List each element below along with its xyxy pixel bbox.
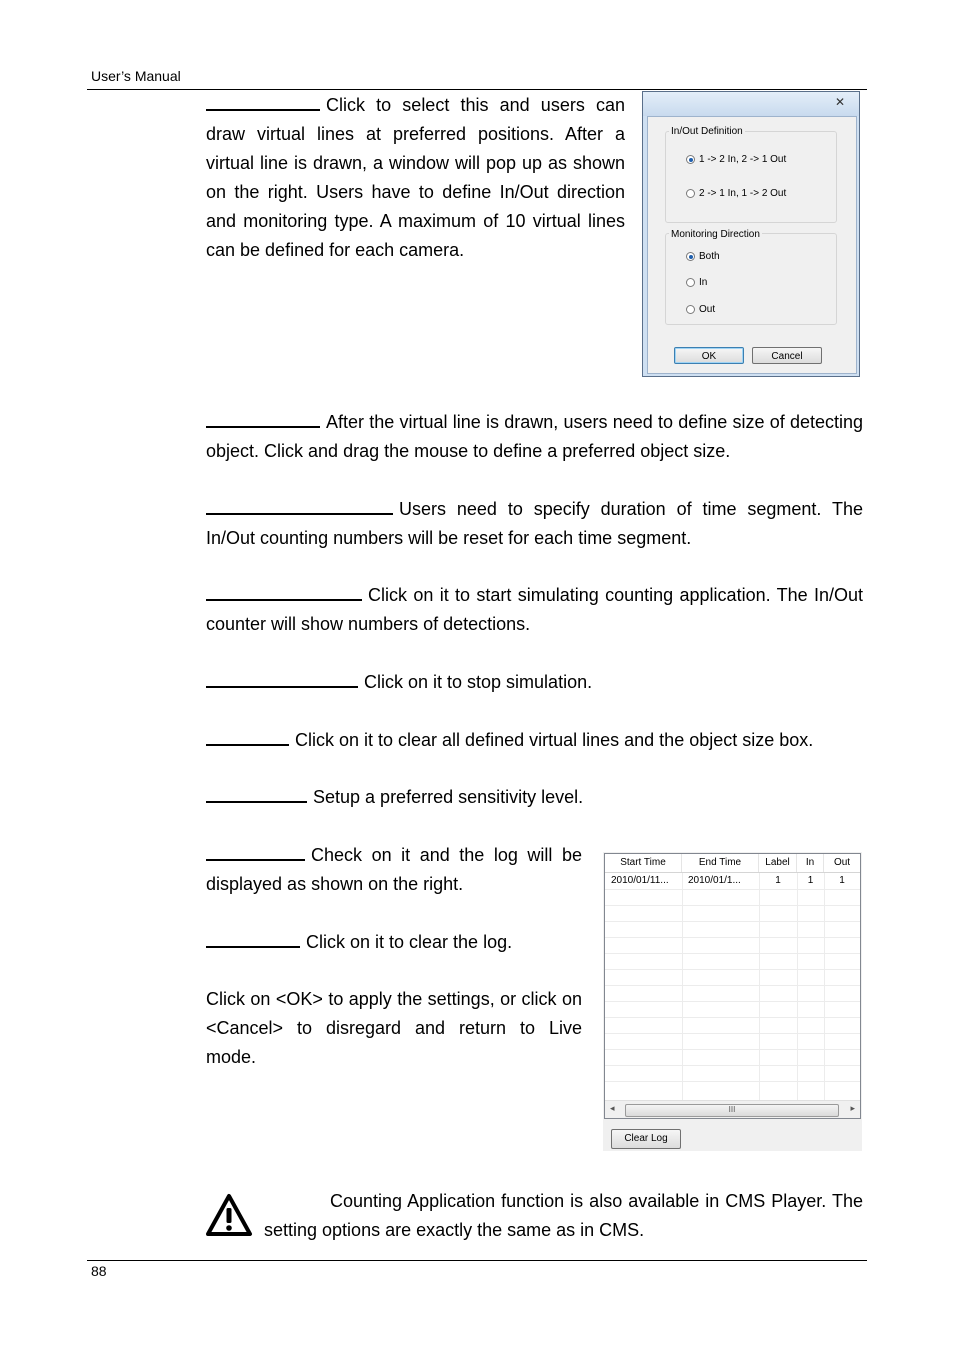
radio-label: In <box>699 277 708 288</box>
scroll-left-icon[interactable]: ◂ <box>610 1103 615 1113</box>
clear-log-button[interactable]: Clear Log <box>611 1129 681 1149</box>
inout-group <box>665 131 837 223</box>
radio-selected-icon <box>686 155 695 164</box>
term-blank <box>206 668 358 688</box>
close-icon[interactable]: ✕ <box>834 95 845 109</box>
radio-label: 1 -> 2 In, 2 -> 1 Out <box>699 154 787 165</box>
para-ok-cancel: Click on <OK> to apply the settings, or click on <Cancel> to disregard and return to Live mode. <box>206 989 582 1067</box>
cell-label: 1 <box>775 875 781 886</box>
table-header <box>605 854 860 873</box>
term-blank <box>206 581 362 601</box>
grid-line <box>605 1001 860 1002</box>
cell-start-time: 2010/01/11... <box>611 875 669 886</box>
para-stop-sim <box>206 668 863 697</box>
radio-label: 2 -> 1 In, 1 -> 2 Out <box>699 188 787 199</box>
header-title: User’s Manual <box>91 68 181 84</box>
grid-line <box>605 1017 860 1018</box>
cancel-button[interactable]: Cancel <box>752 347 822 364</box>
term-blank <box>206 841 305 861</box>
term-blank <box>206 928 300 948</box>
grid-line <box>605 905 860 906</box>
footer-rule <box>87 1260 867 1261</box>
dialog-body <box>647 116 857 374</box>
note-text: Counting Application function is also available in CMS Player. The setting options are exactly the same as in CMS. <box>264 1191 863 1240</box>
inout-dialog <box>642 91 860 377</box>
grid-line <box>605 1033 860 1034</box>
para-text: Click to select this and users can draw virtual lines at preferred positions. After a virtual line is drawn, a window will pop up as shown on the right. Users have to define In/Out direction and monitoring type. A maximum of 10 virtual lines can be defined for each camera. <box>206 95 625 260</box>
para-virtual-line <box>206 91 625 265</box>
column-header[interactable]: In <box>797 854 824 872</box>
para-text: Setup a preferred sensitivity level. <box>313 787 584 807</box>
column-header[interactable]: End Time <box>682 854 759 872</box>
grid-line <box>605 921 860 922</box>
radio-out[interactable] <box>686 304 715 315</box>
para-text: Click on it to clear the log. <box>306 932 513 952</box>
para-text: Users need to specify duration of time segment. The In/Out counting numbers will be reset for each time segment. <box>206 499 863 548</box>
scroll-thumb[interactable]: III <box>625 1104 839 1117</box>
radio-icon <box>686 189 695 198</box>
grid-line <box>605 1081 860 1082</box>
radio-selected-icon <box>686 252 695 261</box>
warning-icon <box>205 1193 253 1238</box>
horizontal-scrollbar[interactable] <box>605 1100 860 1118</box>
inout-group-label: In/Out Definition <box>671 126 743 137</box>
para-text: Check on it and the log will be displayed as shown on the right. <box>206 845 582 894</box>
para-log <box>206 841 582 899</box>
radio-label: Out <box>699 304 716 315</box>
term-blank <box>206 495 393 515</box>
grid-line <box>605 889 860 890</box>
column-header[interactable]: Label <box>759 854 797 872</box>
dialog-titlebar <box>643 92 859 116</box>
para-clear <box>206 726 863 755</box>
para-text: After the virtual line is drawn, users need to define size of detecting object. Click and drag the mouse to define a preferred object size. <box>206 412 863 461</box>
para-text: Click on it to stop simulation. <box>364 672 593 692</box>
grid-line <box>605 985 860 986</box>
term-blank <box>206 783 307 803</box>
radio-icon <box>686 278 695 287</box>
page-number: 88 <box>91 1263 107 1279</box>
radio-both[interactable] <box>686 251 720 262</box>
log-panel <box>603 852 862 1151</box>
radio-inout-1[interactable] <box>686 154 786 165</box>
para-clear-log <box>206 928 582 957</box>
para-start-sim <box>206 581 863 639</box>
para-sensitivity <box>206 783 863 812</box>
para-text: Click on it to clear all defined virtual lines and the object size box. <box>295 730 814 750</box>
column-header[interactable]: Start Time <box>605 854 682 872</box>
para-object-size <box>206 408 863 466</box>
cell-in: 1 <box>807 875 814 886</box>
radio-inout-2[interactable] <box>686 188 786 199</box>
grid-line <box>605 953 860 954</box>
grid-line <box>605 1049 860 1050</box>
column-header[interactable]: Out <box>833 857 851 868</box>
log-table <box>604 853 861 1119</box>
term-blank <box>206 91 320 111</box>
radio-in[interactable] <box>686 277 707 288</box>
grid-line <box>605 1065 860 1066</box>
para-text: Click on it to start simulating counting application. The In/Out counter will show numbers of detections. <box>206 585 863 634</box>
header-rule <box>87 89 867 90</box>
radio-label: Both <box>699 251 720 262</box>
para-time-segment <box>206 495 863 553</box>
ok-button[interactable]: OK <box>674 347 744 364</box>
monitor-group-label: Monitoring Direction <box>671 229 760 240</box>
grid-line <box>605 969 860 970</box>
term-blank <box>206 726 289 746</box>
scroll-right-icon[interactable]: ▸ <box>850 1103 855 1113</box>
term-blank <box>206 408 320 428</box>
grid-line <box>605 937 860 938</box>
cell-out: 1 <box>839 875 845 886</box>
radio-icon <box>686 305 695 314</box>
table-row[interactable] <box>605 873 860 889</box>
cell-end-time: 2010/01/1... <box>688 875 741 886</box>
